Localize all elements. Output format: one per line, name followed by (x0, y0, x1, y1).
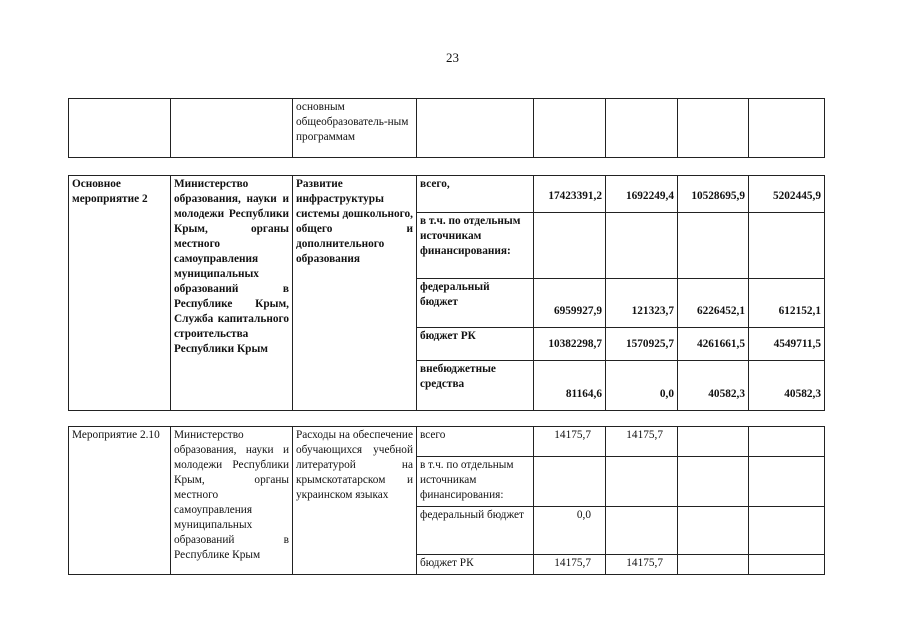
value-cell (749, 99, 825, 158)
executor-cell (171, 99, 293, 158)
value-cell: 121323,7 (606, 279, 678, 328)
value-cell: 4549711,5 (749, 328, 825, 361)
value-cell: 6226452,1 (678, 279, 749, 328)
value-cell (678, 507, 749, 555)
source-cell (417, 99, 534, 158)
source-label: в т.ч. по отдельным источникам финансирования: (417, 213, 534, 279)
executor-name: Министерство образования, науки и молодежи Республики Крым, органы местного самоуправления муниципальных образований в Республике Крым (171, 427, 293, 575)
value-cell (749, 507, 825, 555)
value-cell: 0,0 (534, 507, 606, 555)
value-cell: 6959927,9 (534, 279, 606, 328)
activity-cell (69, 99, 171, 158)
executor-name: Министерство образования, науки и молодежи Республики Крым, органы местного самоуправления муниципальных образований в Республике Крым, Служба капитального строительства Республики Крым (171, 176, 293, 411)
value-cell: 81164,6 (534, 361, 606, 411)
activity-name: Основное мероприятие 2 (69, 176, 171, 411)
table-row (69, 176, 825, 213)
value-cell: 1570925,7 (606, 328, 678, 361)
source-label: в т.ч. по отдельным источникам финансирования: (417, 457, 534, 507)
description-cell: основным общеобразователь-ным программам (293, 99, 417, 158)
value-cell (678, 99, 749, 158)
source-label: федеральный бюджет (417, 279, 534, 328)
source-label: внебюджетные средства (417, 361, 534, 411)
value-cell: 5202445,9 (749, 176, 825, 213)
value-cell (606, 99, 678, 158)
value-cell: 14175,7 (606, 427, 678, 457)
value-cell: 4261661,5 (678, 328, 749, 361)
value-cell: 40582,3 (678, 361, 749, 411)
value-cell (606, 213, 678, 279)
value-cell (534, 213, 606, 279)
value-cell: 612152,1 (749, 279, 825, 328)
activity-name: Мероприятие 2.10 (69, 427, 171, 575)
value-cell: 1692249,4 (606, 176, 678, 213)
value-cell (749, 457, 825, 507)
source-label: всего (417, 427, 534, 457)
value-cell (749, 427, 825, 457)
value-cell (534, 99, 606, 158)
value-cell: 14175,7 (606, 555, 678, 575)
value-cell (606, 457, 678, 507)
value-cell (678, 555, 749, 575)
value-cell: 10382298,7 (534, 328, 606, 361)
value-cell (678, 457, 749, 507)
source-label: бюджет РК (417, 555, 534, 575)
value-cell (749, 555, 825, 575)
value-cell (606, 507, 678, 555)
table-row (69, 427, 825, 457)
value-cell (678, 213, 749, 279)
value-cell (678, 427, 749, 457)
value-cell: 17423391,2 (534, 176, 606, 213)
continuation-table (68, 98, 825, 158)
main-activity-table (68, 175, 825, 411)
value-cell (534, 457, 606, 507)
value-cell: 14175,7 (534, 427, 606, 457)
value-cell: 0,0 (606, 361, 678, 411)
sub-activity-table (68, 426, 825, 575)
activity-description: Развитие инфраструктуры системы дошкольного, общего и дополнительного образования (293, 176, 417, 411)
activity-description: Расходы на обеспечение обучающихся учебной литературой на крымскотатарском и украинском языках (293, 427, 417, 575)
source-label: всего, (417, 176, 534, 213)
value-cell (749, 213, 825, 279)
page-number: 23 (446, 50, 459, 65)
value-cell: 14175,7 (534, 555, 606, 575)
value-cell: 10528695,9 (678, 176, 749, 213)
source-label: бюджет РК (417, 328, 534, 361)
value-cell: 40582,3 (749, 361, 825, 411)
source-label: федеральный бюджет (417, 507, 534, 555)
